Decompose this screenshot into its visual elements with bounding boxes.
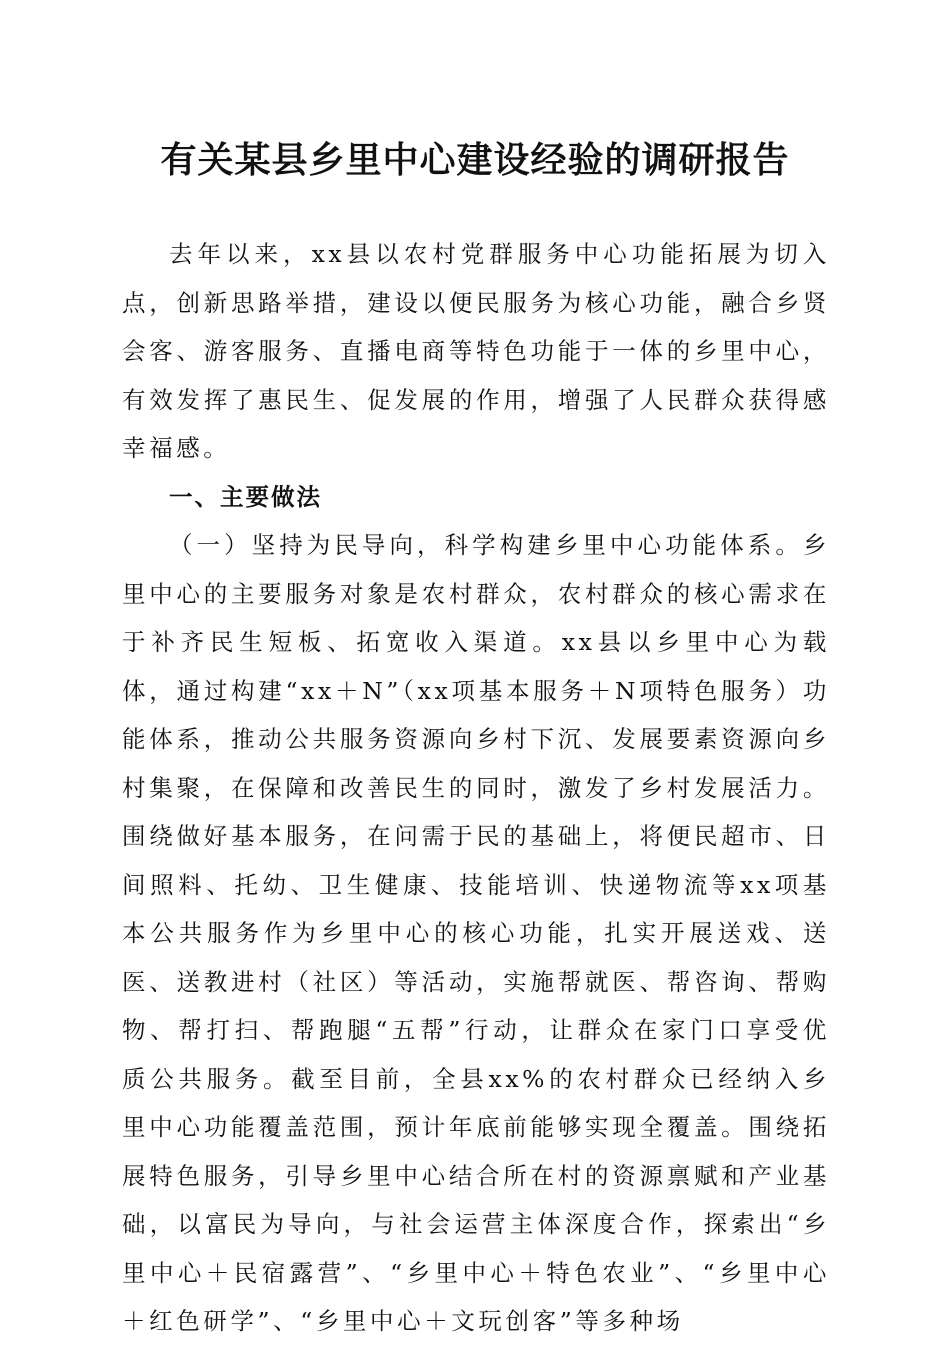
body-paragraph: （一）坚持为民导向，科学构建乡里中心功能体系。乡里中心的主要服务对象是农村群众，农村群众的核心需求在于补齐民生短板、拓宽收入渠道。xx县以乡里中心为载体，通过构建“xx＋N”（xx项基本服务＋N项特色服务）功能体系，推动公共服务资源向乡村下沉、发展要素资源向乡村集聚，在保障和改善民生的同时，激发了乡村发展活力。围绕做好基本服务，在问需于民的基础上，将便民超市、日间照料、托幼、卫生健康、技能培训、快递物流等xx项基本公共服务作为乡里中心的核心功能，扎实开展送戏、送医、送教进村（社区）等活动，实施帮就医、帮咨询、帮购物、帮打扫、帮跑腿“五帮”行动，让群众在家门口享受优质公共服务。截至目前，全县xx%的农村群众已经纳入乡里中心功能覆盖范围，预计年底前能够实现全覆盖。围绕拓展特色服务，引导乡里中心结合所在村的资源禀赋和产业基础，以富民为导向，与社会运营主体深度合作，探索出“乡里中心＋民宿露营”、“乡里中心＋特色农业”、“乡里中心＋红色研学”、“乡里中心＋文玩创客”等多种场 — [122, 531, 830, 1335]
document-title: 有关某县乡里中心建设经验的调研报告 — [160, 139, 790, 181]
section-heading: 一、主要做法 — [169, 482, 322, 511]
document-body — [122, 230, 830, 1346]
intro-paragraph: 去年以来，xx县以农村党群服务中心功能拓展为切入点，创新思路举措，建设以便民服务为核心功能，融合乡贤会客、游客服务、直播电商等特色功能于一体的乡里中心，有效发挥了惠民生、促发展的作用，增强了人民群众获得感幸福感。 — [122, 240, 830, 462]
